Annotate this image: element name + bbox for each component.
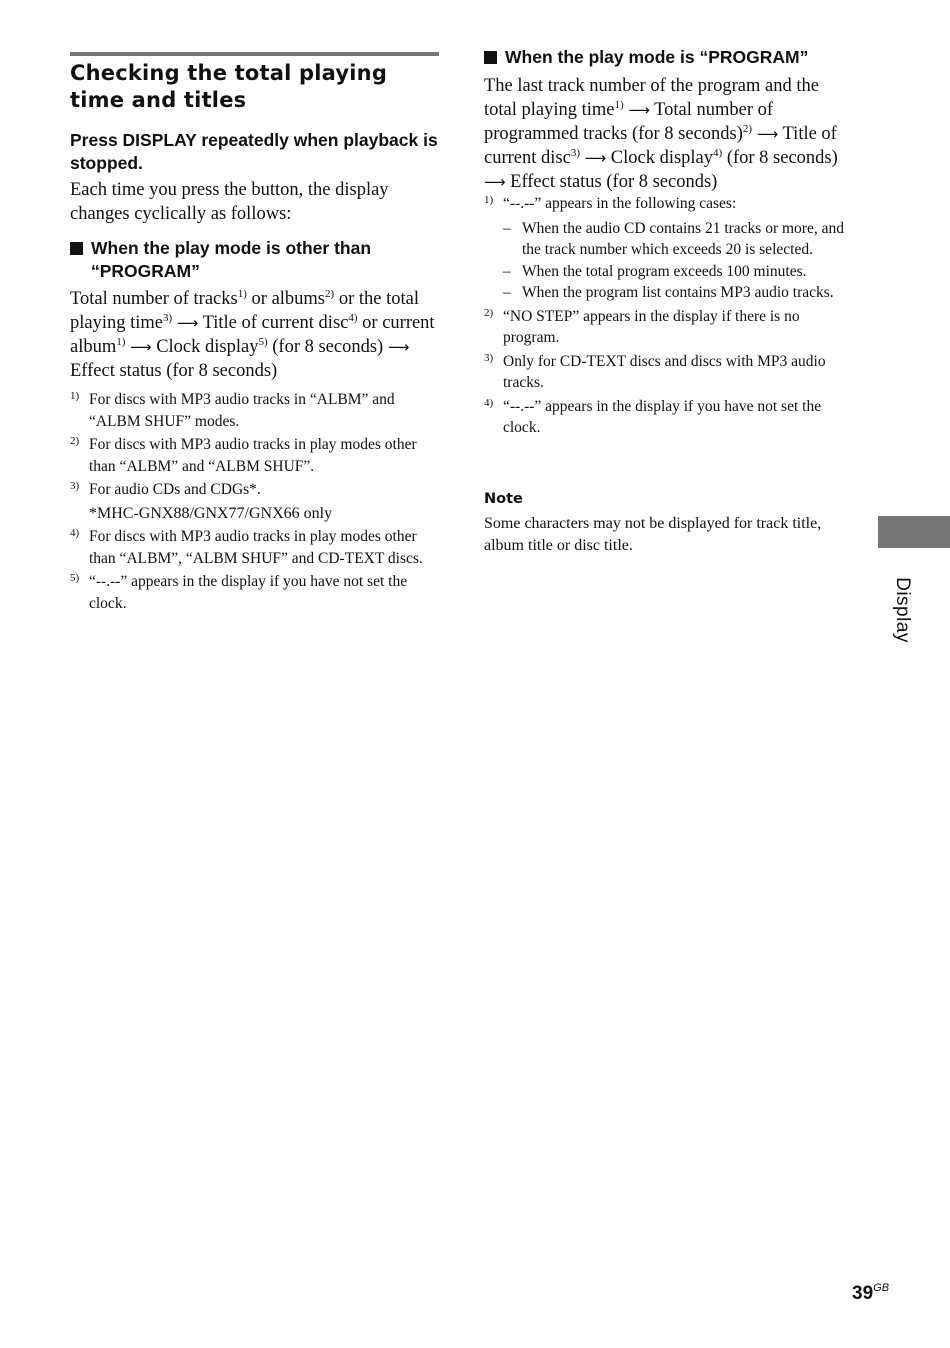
footnote: 2) “NO STEP” appears in the display if there is no program. <box>484 306 800 346</box>
section-side-label: Display <box>892 577 913 643</box>
case-item: – When the program list contains MP3 audio tracks. <box>503 284 834 301</box>
footnote: 2) For discs with MP3 audio tracks in play modes other than “ALBM” and “ALBM SHUF”. <box>70 435 417 475</box>
square-bullet-icon <box>484 51 497 64</box>
square-bullet-icon <box>70 242 83 255</box>
right-display-sequence: The last track number of the program and the total playing time$^{1)}$ ⟶ Total number of programmed tracks (for 8 seconds)$^{2)}$ ⟶ Title of current disc$^{3)}$ ⟶ Clock display$^{4)}$ (for 8 seconds) ⟶ Effect status (for 8 seconds) <box>484 76 838 192</box>
left-display-sequence: Total number of tracks$^{1)}$ or albums$^{2)}$ or the total playing time$^{3)}$ ⟶ Title of current disc$^{4)}$ or current album$^{1)}$ ⟶ Clock display$^{5)}$ (for 8 seconds) ⟶ Effect status (for 8 seconds) <box>70 288 435 381</box>
left-footnotes <box>70 389 440 614</box>
arrow-right-icon: ⟶ <box>387 338 410 356</box>
arrow-right-icon: ⟶ <box>176 314 199 332</box>
footnote: 5) “--.--” appears in the display if you have not set the clock. <box>70 572 408 612</box>
right-subheading-block <box>484 46 854 69</box>
instruction: Press DISPLAY repeatedly when playback is stopped. <box>70 130 438 173</box>
arrow-right-icon: ⟶ <box>130 338 152 356</box>
footnote-model-note: *MHC-GNX88/GNX77/GNX66 only <box>89 504 333 522</box>
right-subheading: When the play mode is “PROGRAM” <box>484 46 854 69</box>
case-item: – When the total program exceeds 100 minutes. <box>503 262 807 280</box>
note-text: Some characters may not be displayed for track title, album title or disc title. <box>484 515 822 554</box>
footnote: 4) For discs with MP3 audio tracks in play modes other than “ALBM”, “ALBM SHUF” and CD-TEXT discs. <box>70 527 423 567</box>
arrow-right-icon: ⟶ <box>628 101 650 119</box>
footnote: 1) For discs with MP3 audio tracks in “ALBM” and “ALBM SHUF” modes. <box>70 390 395 430</box>
section-tab <box>878 516 950 548</box>
intro-text: Each time you press the button, the display changes cyclically as follows: <box>70 180 389 224</box>
right-footnotes <box>484 193 854 439</box>
arrow-right-icon: ⟶ <box>484 173 506 191</box>
section-title: Checking the total playing time and titles <box>70 61 388 112</box>
section-rule <box>70 52 439 56</box>
footnote: 3) Only for CD-TEXT discs and discs with MP3 audio tracks. <box>484 351 826 391</box>
footnote: 4) “--.--” appears in the display if you have not set the clock. <box>484 396 822 436</box>
footnote: 3) For audio CDs and CDGs*. <box>70 480 261 498</box>
left-subheading: When the play mode is other than “PROGRAM” <box>70 237 440 283</box>
note-label: Note <box>484 491 523 507</box>
arrow-right-icon: ⟶ <box>584 149 607 167</box>
page-number: $39^{GB}$ <box>852 1282 890 1304</box>
arrow-right-icon: ⟶ <box>756 125 779 143</box>
left-subheading-block <box>70 237 440 283</box>
footnote: 1) “--.--” appears in the following cases: <box>484 194 737 212</box>
case-item: – When the audio CD contains 21 tracks or more, and the track number which exceeds 20 is selected. <box>503 219 844 258</box>
